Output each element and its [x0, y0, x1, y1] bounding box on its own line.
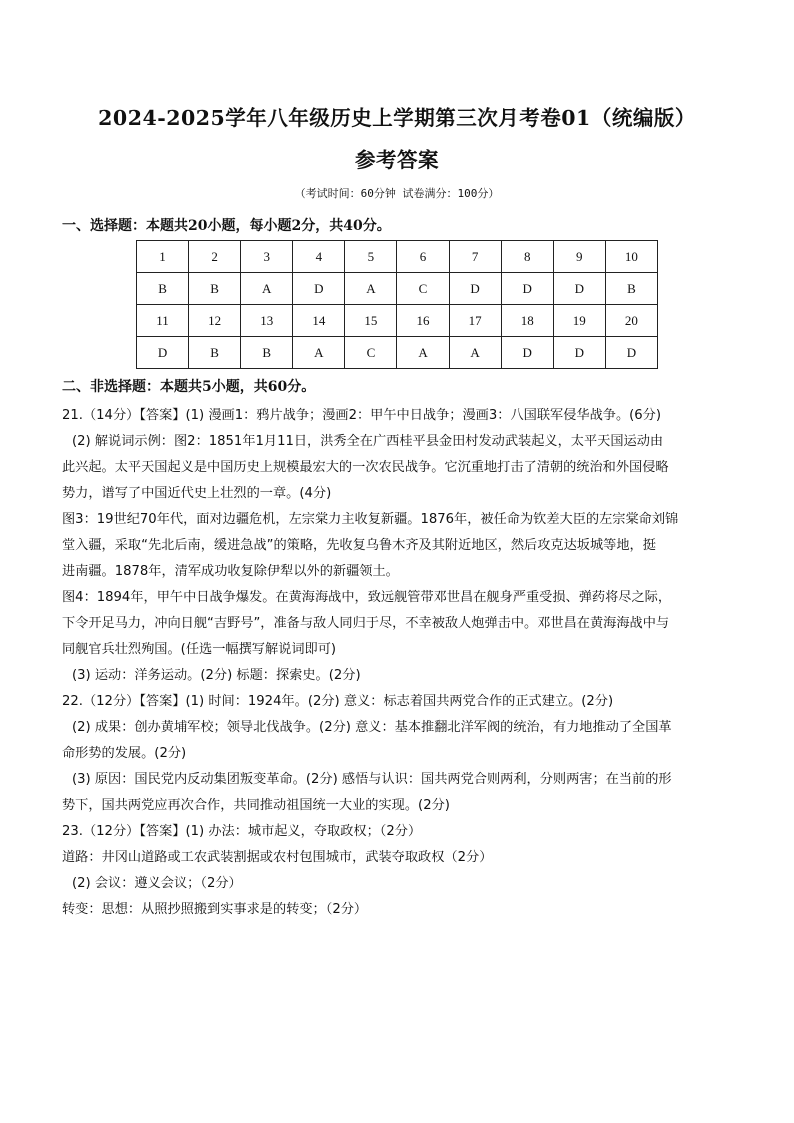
table-cell: A [241, 273, 293, 305]
answer-line: (2) 会议：遵义会议；（2分） [72, 876, 242, 891]
answer-line: 转变：思想：从照抄照搬到实事求是的转变；（2分） [62, 902, 368, 917]
page-subtitle: 参考答案 [355, 148, 439, 172]
table-cell: A [397, 337, 449, 369]
table-cell: 13 [241, 305, 293, 337]
answer-line: 势下，国共两党应再次合作，共同推动祖国统一大业的实现。(2分) [62, 798, 450, 813]
table-cell: B [605, 273, 657, 305]
answer-line: 下令开足马力，冲向日舰“吉野号”，准备与敌人同归于尽，不幸被敌人炮弹击中。邓世昌在黄海海战中与 [62, 616, 670, 631]
table-cell: 1 [137, 241, 189, 273]
answer-line: 22.（12分）【答案】(1) 时间：1924年。(2分) 意义：标志着国共两党合作的正式建立。(2分) [62, 694, 614, 709]
table-cell: 10 [605, 241, 657, 273]
table-cell: B [189, 337, 241, 369]
table-cell: 20 [605, 305, 657, 337]
table-cell: D [293, 273, 345, 305]
table-cell: D [553, 337, 605, 369]
table-cell: 8 [501, 241, 553, 273]
section-heading-choice: 一、选择题：本题共20小题，每小题2分，共40分。 [62, 218, 391, 234]
table-cell: B [241, 337, 293, 369]
table-cell: A [345, 273, 397, 305]
exam-info: （考试时间：60分钟 试卷满分：100分） [294, 187, 500, 200]
table-cell: 17 [449, 305, 501, 337]
table-cell: 15 [345, 305, 397, 337]
answer-line: 同舰官兵壮烈殉国。(任选一幅撰写解说词即可) [62, 642, 337, 657]
table-cell: 16 [397, 305, 449, 337]
table-cell: 18 [501, 305, 553, 337]
table-cell: 9 [553, 241, 605, 273]
answer-line: 23.（12分）【答案】(1) 办法：城市起义，夺取政权；（2分） [62, 824, 422, 839]
table-cell: 7 [449, 241, 501, 273]
table-cell: B [137, 273, 189, 305]
table-cell: 6 [397, 241, 449, 273]
table-cell: D [501, 273, 553, 305]
page-title: 2024-2025学年八年级历史上学期第三次月考卷01（统编版） [98, 106, 696, 130]
answer-body [62, 403, 732, 923]
table-row [137, 305, 658, 337]
section-heading-nonchoice: 二、非选择题：本题共5小题，共60分。 [62, 379, 316, 395]
answer-line: 图4：1894年，甲午中日战争爆发。在黄海海战中，致远舰管带邓世昌在舰身严重受损、弹药将尽之际， [62, 590, 672, 605]
answer-line: (3) 运动：洋务运动。(2分) 标题：探索史。(2分) [72, 668, 361, 683]
answer-line: 进南疆。1878年，清军成功收复除伊犁以外的新疆领土。 [62, 564, 399, 579]
table-row [137, 273, 658, 305]
answer-line: 命形势的发展。(2分) [62, 746, 187, 761]
table-cell: A [293, 337, 345, 369]
answer-line: 道路：井冈山道路或工农武装割据或农村包围城市，武装夺取政权（2分） [62, 850, 493, 865]
table-cell: 11 [137, 305, 189, 337]
table-row [137, 337, 658, 369]
table-cell: A [449, 337, 501, 369]
answer-table [136, 240, 658, 369]
table-cell: D [605, 337, 657, 369]
table-cell: D [553, 273, 605, 305]
answer-line: 图3：19世纪70年代，面对边疆危机，左宗棠力主收复新疆。1876年，被任命为钦差大臣的左宗棠命刘锦 [62, 512, 679, 527]
answer-line: (3) 原因：国民党内反动集团叛变革命。(2分) 感悟与认识：国共两党合则两利，分则两害；在当前的形 [72, 772, 672, 787]
table-row [137, 241, 658, 273]
table-cell: D [501, 337, 553, 369]
table-cell: 4 [293, 241, 345, 273]
table-cell: D [137, 337, 189, 369]
table-cell: 3 [241, 241, 293, 273]
answer-line: 21.（14分）【答案】(1) 漫画1：鸦片战争；漫画2：甲午中日战争；漫画3：八国联军侵华战争。(6分) [62, 408, 661, 423]
table-cell: C [397, 273, 449, 305]
answer-line: 势力，谱写了中国近代史上壮烈的一章。(4分) [62, 486, 332, 501]
answer-line: 堂入疆，采取“先北后南，缓进急战”的策略，先收复乌鲁木齐及其附近地区，然后攻克达坂城等地，挺 [62, 538, 656, 553]
table-cell: 5 [345, 241, 397, 273]
table-cell: D [449, 273, 501, 305]
table-cell: B [189, 273, 241, 305]
table-cell: 14 [293, 305, 345, 337]
table-cell: C [345, 337, 397, 369]
answer-line: (2) 解说词示例：图2：1851年1月11日，洪秀全在广西桂平县金田村发动武装起义，太平天国运动由 [72, 434, 664, 449]
answer-line: 此兴起。太平天国起义是中国历史上规模最宏大的一次农民战争。它沉重地打击了清朝的统治和外国侵略 [62, 460, 669, 475]
table-cell: 12 [189, 305, 241, 337]
table-cell: 19 [553, 305, 605, 337]
answer-line: (2) 成果：创办黄埔军校；领导北伐战争。(2分) 意义：基本推翻北洋军阀的统治，有力地推动了全国革 [72, 720, 672, 735]
table-cell: 2 [189, 241, 241, 273]
